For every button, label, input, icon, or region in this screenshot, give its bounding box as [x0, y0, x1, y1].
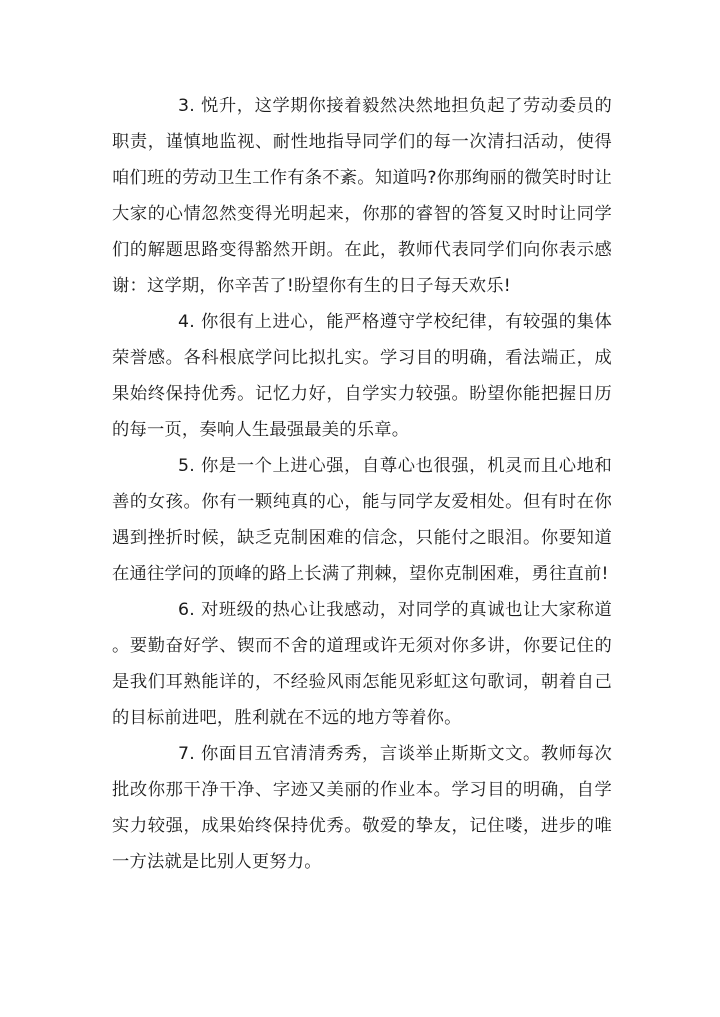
paragraph-3: 3. 悦升，这学期你接着毅然决然地担负起了劳动委员的职责，谨慎地监视、耐性地指导同学们的每一次清扫活动，使得咱们班的劳动卫生工作有条不紊。知道吗?你那绚丽的微笑时时让大家的心情忽然变得光明起来，你那的睿智的答复又时时让同学们的解题思路变得豁然开朗。在此，教师代表同学们向你表示感谢：这学期，你辛苦了!盼望你有生的日子每天欢乐!: [112, 96, 612, 296]
paragraph-4: 4. 你很有上进心，能严格遵守学校纪律，有较强的集体荣誉感。各科根底学问比拟扎实。学习目的明确，看法端正，成果始终保持优秀。记忆力好，自学实力较强。盼望你能把握日历的每一页，奏响人生最强最美的乐章。: [112, 312, 612, 440]
paragraph-5: 5. 你是一个上进心强，自尊心也很强，机灵而且心地和善的女孩。你有一颗纯真的心，能与同学友爱相处。但有时在你遇到挫折时候，缺乏克制困难的信念，只能付之眼泪。你要知道在通往学问的顶峰的路上长满了荆棘，望你克制困难，勇往直前!: [112, 456, 612, 584]
paragraph-7: 7. 你面目五官清清秀秀，言谈举止斯斯文文。教师每次批改你那干净干净、字迹又美丽的作业本。学习目的明确，自学实力较强，成果始终保持优秀。敬爱的挚友，记住喽，进步的唯一方法就是比别人更努力。: [112, 744, 612, 872]
document-body: [112, 88, 612, 880]
paragraph-6: 6. 对班级的热心让我感动，对同学的真诚也让大家称道。要勤奋好学、锲而不舍的道理或许无须对你多讲，你要记住的是我们耳熟能详的，不经验风雨怎能见彩虹这句歌词，朝着自己的目标前进吧，胜利就在不远的地方等着你。: [112, 600, 612, 728]
